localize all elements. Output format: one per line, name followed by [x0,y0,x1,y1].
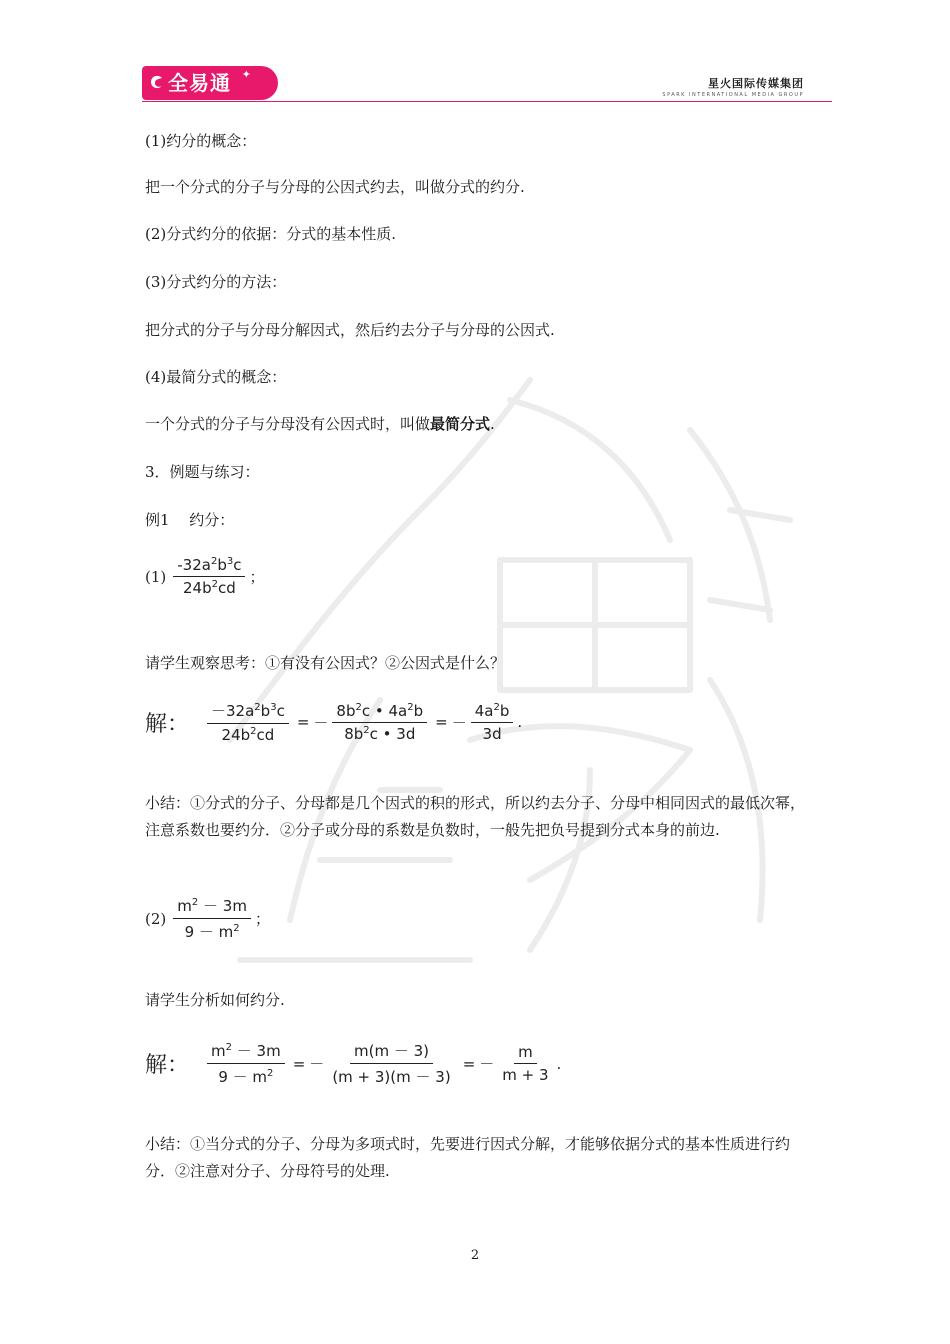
page-header [142,66,832,102]
solution-2-expression [145,1040,561,1087]
swirl-icon [148,74,166,92]
paragraph-simplest-definition [145,412,495,436]
equals-sign: = [435,713,448,731]
equals-sign: = [296,713,310,731]
brand-logo [142,66,278,100]
publisher-name: 星火国际传媒集团 [708,77,804,90]
header-divider [142,101,832,102]
numerator: $m^2 - 3m$ [173,895,251,919]
fraction [471,702,514,743]
denominator: (m + 3)(m － 3) [332,1068,451,1086]
minus-sign: － [479,1055,495,1073]
punctuation: . [517,713,523,731]
fraction [173,556,245,597]
text-segment: 一个分式的分子与分母没有公因式时，叫做 [145,415,431,433]
minus-sign: － [309,1055,325,1073]
numerator: $8b^2c$ • $4a^2b$ [332,702,427,723]
denominator: 3d [482,724,502,743]
example-1-expression [145,556,265,597]
denominator: $24b^2cd$ [221,726,275,744]
denominator: $8b^2c$ • 3d [344,724,416,743]
fraction [173,895,251,942]
minus-sign: － [451,713,467,732]
solution-label: 解： [145,1053,190,1078]
publisher-subtitle: SPARK INTERNATIONAL MEDIA GROUP [662,92,804,98]
section-heading-examples: 3．例题与练习： [145,463,260,481]
fraction [328,1040,454,1087]
equals-sign: = [462,1054,476,1073]
denominator: $24b^2cd$ [182,579,236,597]
sparkle-icon: ✦ [241,68,252,81]
logo-text: 全易通 [168,71,231,95]
denominator: $9 - m^2$ [184,923,240,941]
numerator: $-32a^2b^3c$ [207,700,289,724]
paragraph-summary-2: 小结：①当分式的分子、分母为多项式时，先要进行因式分解，才能够依据分式的基本性质进行约分．②注意对分子、分母符号的处理. [145,1135,791,1180]
paragraph-method: 把分式的分子与分母分解因式，然后约去分子与分母的公因式. [145,321,555,339]
paragraph-summary-1: 小结：①分式的分子、分母都是几个因式的积的形式，所以约去分子、分母中相同因式的最低次幂，注意系数也要约分．②分子或分母的系数是负数时，一般先把负号提到分式本身的前边. [145,794,806,839]
punctuation: ； [249,568,265,586]
item-label: (1) [145,567,167,586]
denominator: m + 3 [502,1066,549,1084]
numerator: $4a^2b$ [471,702,514,723]
svg-text:全易通: 全易通 [170,345,219,364]
fraction [207,1040,285,1087]
term-simplest-fraction: 最简分式 [430,415,491,433]
punctuation: ； [254,910,270,928]
solution-label: 解： [145,711,190,737]
publisher-brand [662,75,804,98]
denominator: $9 - m^2$ [218,1068,274,1086]
numerator: m(m － 3) [350,1040,433,1064]
numerator: $-32a^2b^3c$ [173,556,245,577]
fraction [332,702,427,743]
numerator: $m^2 - 3m$ [207,1040,285,1064]
paragraph-simplest-heading: (4)最简分式的概念： [145,368,287,386]
paragraph-method-heading: (3)分式约分的方法： [145,273,287,291]
fraction [498,1043,552,1084]
minus-sign: － [313,713,329,732]
page-number: 2 [470,1248,480,1263]
equals-sign: = [292,1054,306,1073]
paragraph-concept-definition: 把一个分式的分子与分母的公因式约去，叫做分式的约分. [145,178,525,196]
numerator: m [514,1043,537,1064]
paragraph-analyze-prompt: 请学生分析如何约分. [145,991,285,1009]
paragraph-basis: (2)分式约分的依据：分式的基本性质. [145,225,397,243]
solution-1-expression [145,700,522,744]
paragraph-concept-heading: (1)约分的概念： [145,132,257,150]
text-segment: . [490,415,495,433]
paragraph-observe-prompt: 请学生观察思考：①有没有公因式？②公因式是什么？ [145,654,506,672]
example-1-heading: 例1 约分： [145,511,235,529]
punctuation: . [556,1054,562,1073]
item-label: (2) [145,909,167,928]
example-2-expression [145,895,270,942]
fraction [207,700,289,744]
